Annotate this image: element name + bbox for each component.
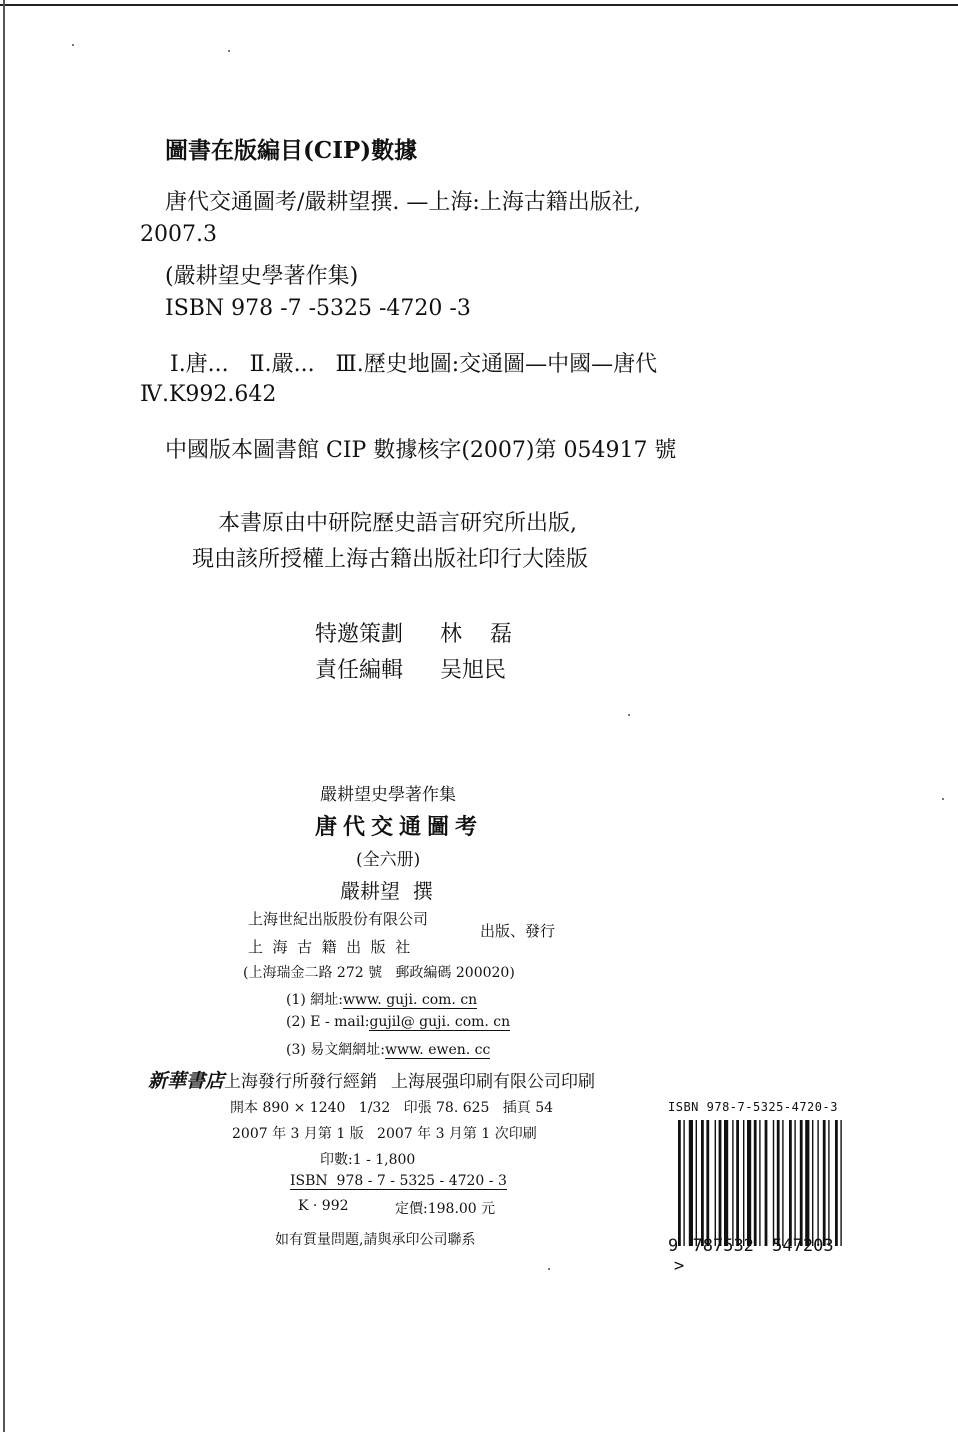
isbn-line: ISBN 978 - 7 - 5325 - 4720 - 3 (290, 1173, 507, 1189)
publisher-1: 上海世紀出版股份有限公司 (248, 910, 429, 928)
website-label-3: (3) 易文網網址: (286, 1042, 385, 1058)
website-url-1[interactable]: www. guji. com. cn (343, 992, 478, 1008)
cip-line-3: (嚴耕望史學著作集) (165, 264, 359, 289)
scan-speck (228, 50, 230, 52)
editor-role: 責任編輯 (315, 658, 404, 683)
scan-speck (628, 714, 630, 716)
barcode-arrow: > (674, 1256, 685, 1276)
cip-class-line-2: Ⅳ.K992.642 (140, 382, 277, 407)
website-line-3 (286, 1039, 490, 1059)
class-code: K · 992 (298, 1198, 349, 1214)
series-name: 嚴耕望史學著作集 (320, 785, 456, 805)
email-label: (2) E - mail: (286, 1014, 370, 1030)
scan-speck (72, 44, 74, 46)
publisher-2: 上 海 古 籍 出 版 社 (248, 938, 411, 956)
barcode-isbn-text: ISBN 978-7-5325-4720-3 (668, 1100, 838, 1114)
website-url-3[interactable]: www. ewen. cc (385, 1042, 491, 1058)
barcode (668, 1100, 858, 1276)
barcode-digit-first: 9 (668, 1236, 679, 1256)
cip-line-2: 2007.3 (140, 222, 217, 247)
printer: 上海展强印刷有限公司印刷 (391, 1072, 596, 1092)
edition-line: 2007 年 3 月第 1 版 2007 年 3 月第 1 次印刷 (232, 1126, 537, 1142)
quality-note: 如有質量問題,請與承印公司聯系 (275, 1232, 476, 1248)
email-address[interactable]: gujil@ guji. com. cn (369, 1014, 511, 1030)
cip-heading: 圖書在版編目(CIP)數據 (165, 137, 418, 164)
barcode-digits-left: 787532 (692, 1236, 754, 1256)
volumes-note: (全六册) (356, 850, 421, 870)
cip-class-line-1: Ⅰ.唐... Ⅱ.嚴... Ⅲ.歷史地圖:交通圖—中國—唐代 (170, 352, 658, 377)
barcode-digits (668, 1236, 858, 1276)
left-border-line (3, 0, 5, 1432)
author-line: 嚴耕望 撰 (340, 879, 433, 903)
book-title: 唐代交通圖考 (315, 814, 484, 840)
publisher-address: (上海瑞金二路 272 號 郵政編碼 200020) (243, 965, 515, 981)
xinhua-logo: 新華書店 (148, 1070, 225, 1092)
distribution-line (148, 1066, 595, 1093)
planner-name: 林 磊 (440, 622, 512, 647)
format-line: 開本 890 × 1240 1/32 印張 78. 625 插頁 54 (230, 1100, 554, 1116)
scan-speck (548, 1268, 550, 1270)
cip-line-1: 唐代交通圖考/嚴耕望撰. —上海:上海古籍出版社, (165, 190, 641, 215)
top-border-line (0, 4, 958, 6)
editor-name: 吴旭民 (440, 658, 507, 683)
notice-line-2: 現由該所授權上海古籍出版社印行大陸版 (192, 547, 589, 572)
cip-line-4: ISBN 978 -7 -5325 -4720 -3 (165, 296, 471, 321)
notice-line-1: 本書原由中研院歷史語言研究所出版, (218, 511, 577, 536)
barcode-bars-graphic (678, 1120, 854, 1246)
website-label-1: (1) 網址: (286, 992, 343, 1008)
cip-number: 中國版本圖書館 CIP 數據核字(2007)第 054917 號 (165, 438, 677, 463)
planner-role: 特邀策劃 (315, 622, 404, 647)
scan-speck (942, 798, 944, 800)
website-line-1 (286, 989, 477, 1009)
website-line-2 (286, 1014, 510, 1030)
price: 定價:198.00 元 (395, 1201, 496, 1217)
print-run: 印數:1 - 1,800 (320, 1152, 416, 1168)
distributor: 上海發行所發行經銷 (224, 1072, 378, 1092)
publish-role: 出版、發行 (480, 922, 556, 940)
barcode-digits-right: 547203 (772, 1236, 834, 1256)
